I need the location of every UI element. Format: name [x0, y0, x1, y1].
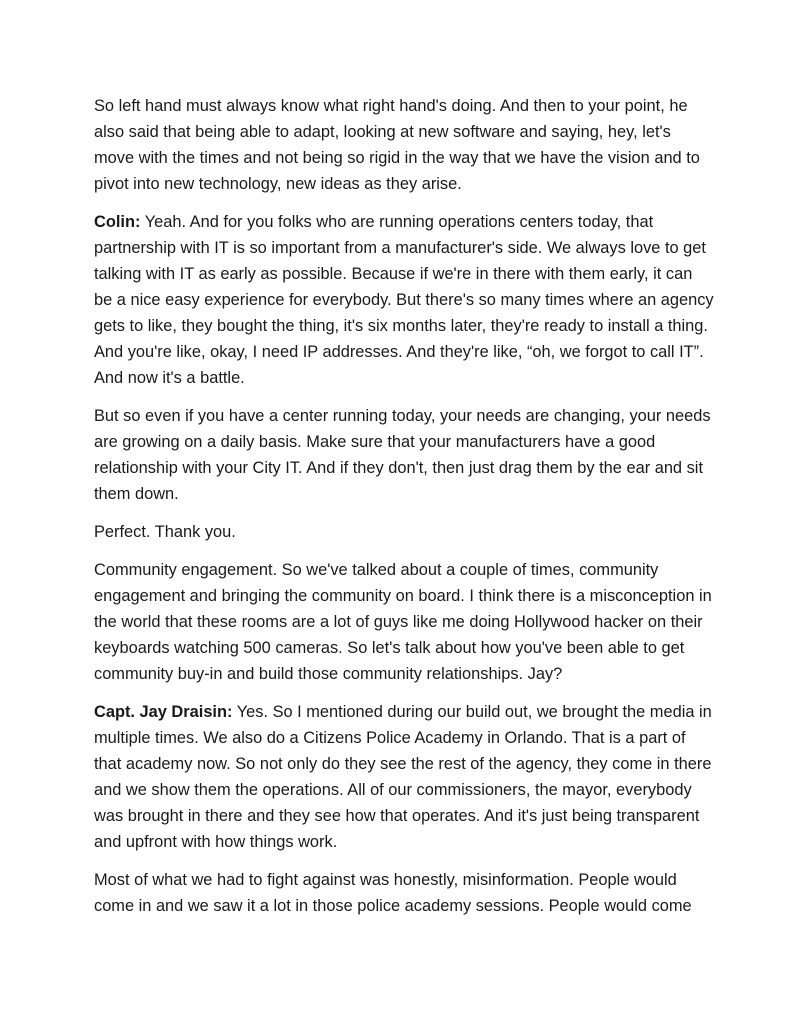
speaker-name: Colin: — [94, 213, 141, 231]
transcript-paragraph — [94, 519, 714, 545]
transcript-paragraph — [94, 867, 714, 919]
transcript-paragraph — [94, 557, 714, 687]
paragraph-text: Yes. So I mentioned during our build out, we brought the media in multiple times. We also do a Citizens Police Academy in Orlando. That is a part of that academy now. So not only do they see the rest of the agency, they come in there and we show them the operations. All of our commissioners, the mayor, everybody was brought in there and they see how that operates. And it's just being transparent and upfront with how things work. — [94, 703, 712, 851]
paragraph-text: Most of what we had to fight against was honestly, misinformation. People would come in and we saw it a lot in those police academy sessions. People would come — [94, 871, 692, 915]
transcript-paragraph — [94, 93, 714, 197]
paragraph-text: Perfect. Thank you. — [94, 523, 236, 541]
transcript-paragraph — [94, 699, 714, 855]
paragraph-text: But so even if you have a center running today, your needs are changing, your needs are growing on a daily basis. Make sure that your manufacturers have a good relationship with your City IT. And if they don't, then just drag them by the ear and sit them down. — [94, 407, 711, 503]
transcript-page — [94, 93, 714, 931]
transcript-paragraph — [94, 209, 714, 391]
paragraph-text: So left hand must always know what right hand's doing. And then to your point, he also said that being able to adapt, looking at new software and saying, hey, let's move with the times and not being so rigid in the way that we have the vision and to pivot into new technology, new ideas as they arise. — [94, 97, 700, 193]
transcript-paragraph — [94, 403, 714, 507]
paragraph-text: Community engagement. So we've talked about a couple of times, community engagement and bringing the community on board. I think there is a misconception in the world that these rooms are a lot of guys like me doing Hollywood hacker on their keyboards watching 500 cameras. So let's talk about how you've been able to get community buy-in and build those community relationships. Jay? — [94, 561, 712, 683]
paragraph-text: Yeah. And for you folks who are running operations centers today, that partnership with IT is so important from a manufacturer's side. We always love to get talking with IT as early as possible. Because if we're in there with them early, it can be a nice easy experience for everybody. But there's so many times where an agency gets to like, they bought the thing, it's six months later, they're ready to install a thing. And you're like, okay, I need IP addresses. And they're like, “oh, we forgot to call IT”. And now it's a battle. — [94, 213, 714, 387]
speaker-name: Capt. Jay Draisin: — [94, 703, 233, 721]
